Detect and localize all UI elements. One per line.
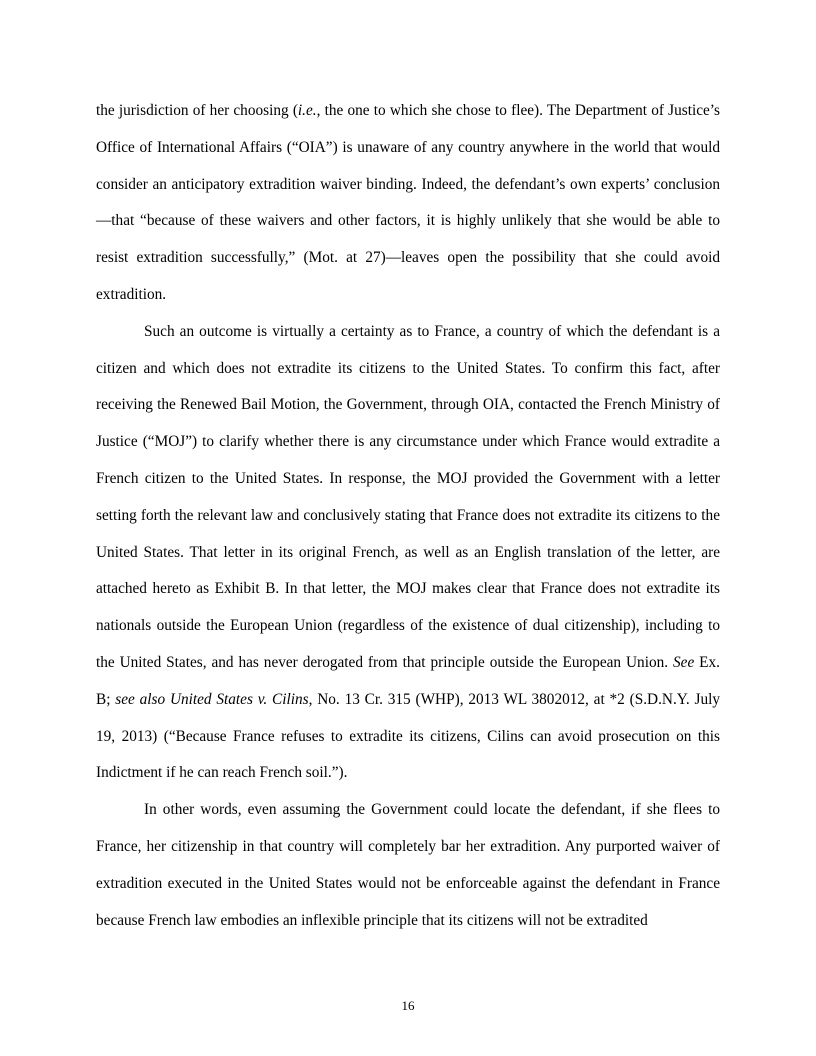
- see-signal: See: [673, 653, 695, 671]
- document-body: [96, 93, 720, 939]
- paragraph-2-text-a: Such an outcome is virtually a certainty as to France, a country of which the defendant is a citizen and which does not extradite its citizens to the United States. To confirm this fact, after receiving the Renewed Bail Motion, the Government, through OIA, contacted the French Ministry of Justice (“MOJ”) to clarify whether there is any circumstance under which France would extradite a French citizen to the United States. In response, the MOJ provided the Government with a letter setting forth the relevant law and conclusively stating that France does not extradite its citizens to the United States. That letter in its original French, as well as an English translation of the letter, are attached hereto as Exhibit B. In that letter, the MOJ makes clear that France does not extradite its nationals outside the European Union (regardless of the existence of dual citizenship), including to the United States, and has never derogated from that principle outside the European Union.: [96, 322, 720, 671]
- page-number: 16: [401, 998, 415, 1013]
- ie-abbreviation: i.e.: [297, 102, 317, 119]
- case-citation: see also United States v. Cilins: [115, 690, 309, 708]
- paragraph-1: [96, 93, 720, 314]
- paragraph-3: [96, 792, 720, 939]
- paragraph-2-text-b: Ex. B;: [96, 653, 720, 708]
- paragraph-1-text-a: the jurisdiction of her choosing (: [96, 102, 298, 119]
- paragraph-2: [96, 314, 720, 792]
- paragraph-1-text-b: , the one to which she chose to flee). The Department of Justice’s Office of International Affairs (“OIA”) is unaware of any country anywhere in the world that would consider an anticipatory extradition waiver binding. Indeed, the defendant’s own experts’ conclusion—that “because of these waivers and other factors, it is highly unlikely that she would be able to resist extradition successfully,” (Mot. at 27)—leaves open the possibility that she could avoid extradition.: [96, 102, 721, 303]
- paragraph-2-text-c: , No. 13 Cr. 315 (WHP), 2013 WL 3802012, at *2 (S.D.N.Y. July 19, 2013) (“Because France refuses to extradite its citizens, Cilins can avoid prosecution on this Indictment if he can reach French soil.”).: [96, 690, 721, 782]
- paragraph-3-text: In other words, even assuming the Government could locate the defendant, if she flees to France, her citizenship in that country will completely bar her extradition. Any purported waiver of extradition executed in the United States would not be enforceable against the defendant in France because French law embodies an inflexible principle that its citizens will not be extradited: [96, 801, 720, 929]
